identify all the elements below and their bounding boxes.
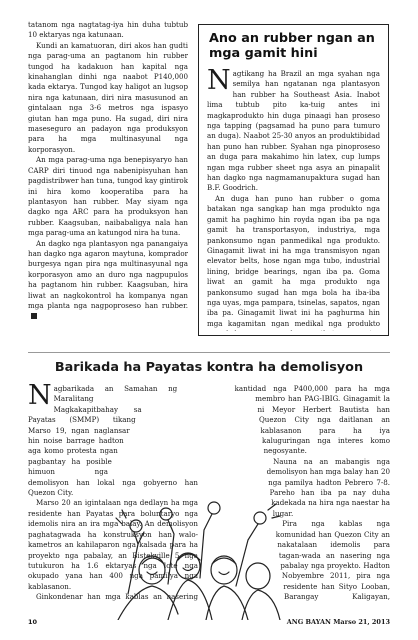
paragraph: Nauna na an mabangis nga demolisyon han mga balay han 20 nga pamilya hadton Pebrero 7-8. Pareho han iba pa nay duha kadekada na hira nga naestar ha lugar. [266, 456, 390, 518]
article-headline: Barikada ha Payatas kontra ha demolisyon [54, 360, 364, 375]
sidebar-box [198, 24, 389, 336]
end-mark-icon: ab [31, 313, 37, 319]
paragraph [28, 239, 188, 322]
protest-crowd-cartoon-icon [108, 474, 284, 620]
paragraph: Kundi an kamatuoran, diri akos han gudti nga parag-uma an pagtanom hin rubber tungod ha kadakuon han kapital nga kinahanglan dinhi nga naabot P140,000 kada ektarya. Tungod kay haligot an lugsop nira nga katunaan, diri nira masusunod an gintalaan nga 3-6 metros nga ispasyo giutan han mga puno. Ha sugad, diri nira maseseguro an padayon nga produksyon para ha mga multinasyunal nga korporasyon. [28, 40, 188, 154]
paragraph-text: agtikang ha Brazil an mga syahan nga semilya han ngatanan nga plantasyon han rubber ha Southeast Asia. Inabot lima tubtub pito ka-tuig antes ini magkaprodukto hin duga pinaagi han proseso nga tapping (pagsamad ha puno para tumuro an duga). Naabot 25-30 anyos an produktibidad han puno han rubber. Syahan nga pinoproseso an duga para makahimo hin latex, cup lumps ngan mga rubber sheet nga asya an pinapalit han dagko nga nagmamanupaktura sugad han B.F. Goodrich. [207, 69, 380, 193]
drop-cap: N [207, 69, 231, 96]
paragraph-text: An dagko nga plantasyon nga panangaiya han dagko nga agaron maytuna, komprador burgesya ngan pira nga multinasyunal nga korporasyon amo an duro nga nagpupulos ha pagtanom hin rubber. Kaagsuban, hira liwat an nagkokontrol ha kompanya ngan mga planta nga nagpoproseso han rubber. [28, 238, 188, 310]
paragraph-text: agbarikada an Samahan ng Maralitang Magkakapitbahay sa Payatas (SMMP) tikang Marso 19, ngan naglansar hin noise barrage hadton aga komo protesta ngan pagbantay ha posible himuon nga demolisyon han lokal nga gobyerno han Quezon City. [28, 384, 198, 498]
page-footer [28, 616, 390, 628]
paragraph: kantidad nga P400,000 para ha mga membro han PAG-IBIG. Ginagamit la ni Meyor Herbert Bautista han Quezon City nga daitlanan an kablasanon para ha iya kaluguringan nga interes komo negosyante. [234, 384, 390, 456]
section-divider [28, 352, 390, 353]
paragraph: Pira nga kablas nga komunidad han Quezon City an nakatalaan idemolis para tagan-wada an nasering nga pabalay nga proyekto. Hadton Nobyembre 2011, pira nga residente han Sityo Looban, Barangay Kaligayan, [275, 519, 390, 602]
paragraph [207, 69, 380, 194]
paragraph: tatanom nga nagtatag-iya hin duha tubtub 10 ektaryas nga katunaan. [28, 20, 188, 40]
page-number: 10 [28, 618, 38, 626]
paragraph: Ginkondenar han mga kablas an nasering [36, 592, 198, 602]
paragraph: An mga parag-uma nga benepisyaryo han CARP diri tinuod nga nabenipisyuhan han pagdistribwer han tuna, tungod kay gintirok ini hira komo kooperatiba para ha plantasyon han rubber. May siyam nga dagko nga ARC para ha produksyon han rubber. Kaagsuban, naibabaligya nala han mga parag-uma an katungod nira ha tuna. [28, 155, 188, 238]
drop-cap: N [28, 384, 52, 411]
box-title: Ano an rubber ngan an mga gamit hini [209, 31, 375, 61]
paragraph: Marso 20 an igintalaan nga dedlayn ha mga residente han Payatas para boluntaryo nga idemolis nira an ira mga balay. An demolisyon paghatagwada ha konstruksyon han walo-kametros an kahilaparon nga kalsada para ha proyekto nga pabalay, an Bistekville 5 nga tutukuron ha 1.6 ektaryas nga lote nga okupado yana han 400 nga pamilya nga kablasanon. [28, 498, 198, 591]
box-body [207, 69, 380, 331]
paragraph: An duga han puno han rubber o goma batakan nga sangkap han mga produkto nga gamit ha paghimo hin royda ngan iba pa nga gamit ha transportasyon, industriya, mga pankonsumo ngan panmedikal nga produkto. Ginagamit liwat ini ha mga transmisyon ngan elevator belts, hose ngan mga tubo, industrial lining, bridge bearings, ngan iba pa. Goma liwat an gamit ha mga produkto nga pankonsumo sugad han mga bola ha iba-iba nga uyas, mga pampara, tsinelas, sapatos, ngan iba pa. Ginagamit liwat ini ha paghurma hin mga kagamitan ngan medikal nga produkto [207, 193, 380, 328]
article-continuation-column [28, 20, 188, 346]
publication-info: ANG BAYAN Marso 21, 2013 [286, 618, 390, 626]
